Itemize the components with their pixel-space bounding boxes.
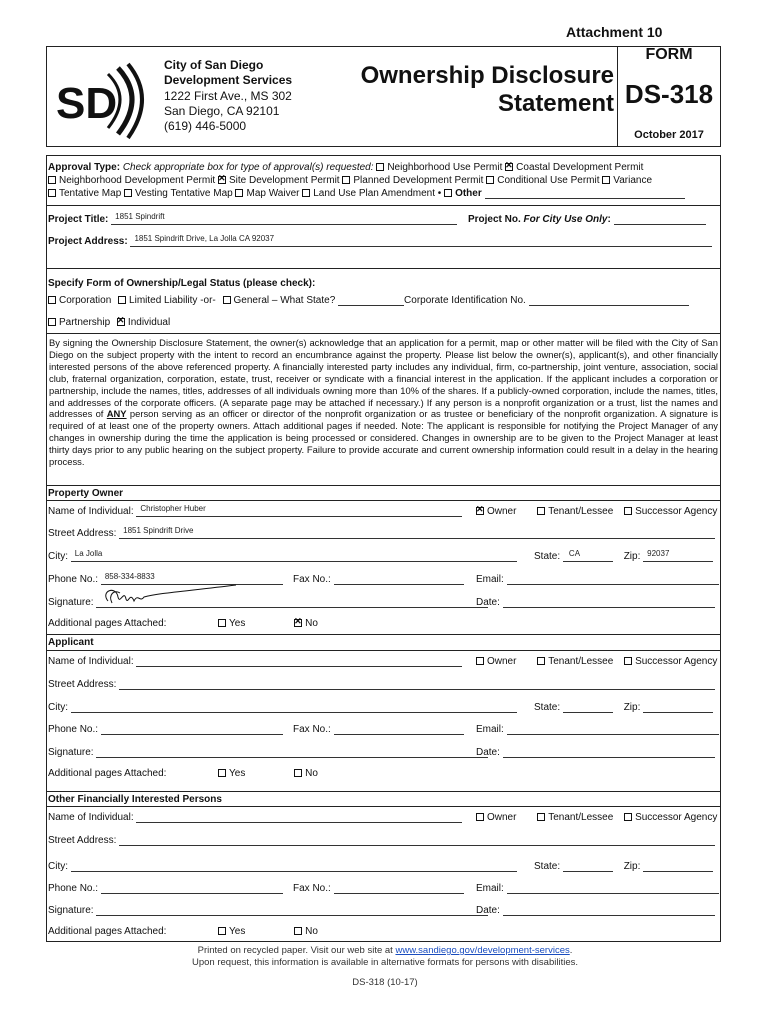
applicant-fax-field[interactable] [334,724,464,735]
project-address-row [48,236,712,247]
org-dept: Development Services [164,73,293,87]
owner-name-row [48,506,462,517]
additional-label: Additional pages Attached: [48,618,167,629]
owner-name-field[interactable] [136,506,462,517]
other-email [476,883,719,894]
project-title-label: Project Title: [48,214,109,225]
option-label: Vesting Tentative Map [135,188,233,199]
project-title-value: 1851 Spindrift [115,212,165,221]
applicant-state-field[interactable] [563,702,613,713]
org-address2: San Diego, CA 92101 [164,104,280,118]
org-name: City of San Diego [164,58,264,72]
checkbox-yes[interactable] [218,927,226,935]
ownership-form-row-2 [48,317,170,328]
signature-label: Signature: [48,597,94,608]
applicant-email-field[interactable] [507,724,719,735]
applicant-state-zip [534,702,713,713]
other-street-row [48,835,715,846]
option-label: Variance [613,175,653,186]
owner-fax-field[interactable] [334,574,464,585]
checkbox-yes[interactable] [218,619,226,627]
state-label: State: [534,551,561,562]
checkbox-neighborhood-development[interactable] [48,176,56,184]
applicant-additional-options [218,768,318,779]
project-address-label: Project Address: [48,236,128,247]
checkbox-individual[interactable] [117,318,125,326]
other-signature-row [48,905,488,916]
option-label: Partnership [59,317,111,328]
email-label: Email: [476,883,504,894]
owner-city-field[interactable] [71,551,517,562]
applicant-date [476,747,715,758]
divider [46,806,721,807]
checkbox-tenant[interactable] [537,507,545,515]
checkbox-owner[interactable] [476,657,484,665]
org-address1: 1222 First Ave., MS 302 [164,89,292,103]
applicant-city-row [48,702,517,713]
name-label: Name of Individual: [48,506,134,517]
no-label: No [305,618,318,629]
applicant-fax [293,724,464,735]
owner-name-value: Christopher Huber [140,504,206,513]
state-label: State: [534,702,561,713]
city-label: City: [48,861,68,872]
other-state-field[interactable] [563,861,613,872]
project-number-field[interactable] [614,214,706,225]
corp-id-field[interactable] [529,295,689,306]
other-signature-field[interactable] [96,905,488,916]
divider [46,500,721,501]
option-label: Corporation [59,295,112,306]
footer-text: . [569,945,573,956]
option-label: Planned Development Permit [353,175,484,186]
yes-label: Yes [229,768,246,779]
other-additional-options [218,926,318,937]
owner-street-row [48,528,715,539]
logo-text: SD [56,79,118,128]
street-label: Street Address: [48,835,117,846]
applicant-role-group [476,656,717,667]
fax-label: Fax No.: [293,883,331,894]
divider [46,485,721,486]
state-field[interactable] [338,295,404,306]
other-phone-field[interactable] [101,883,283,894]
other-additional-row [48,926,166,937]
applicant-heading: Applicant [48,637,94,648]
checkbox-partnership[interactable] [48,318,56,326]
signature-label: Signature: [48,747,94,758]
signature-scribble [98,583,238,609]
footer-text: Printed on recycled paper. Visit our web site at [197,945,396,956]
additional-label: Additional pages Attached: [48,926,167,937]
checkbox-tentative-map[interactable] [48,189,56,197]
checkbox-planned-development[interactable] [342,176,350,184]
option-label: General – What State? [233,295,336,306]
other-persons-heading: Other Financially Interested Persons [48,794,222,805]
owner-signature-field[interactable] [96,597,488,608]
other-date [476,905,715,916]
owner-date [476,597,715,608]
approval-label: Approval Type: [48,162,121,173]
applicant-signature-field[interactable] [96,747,488,758]
checkbox-no[interactable] [294,619,302,627]
statement-part-2: person serving as an officer or director of the nonprofit organization or as trustee or beneficiary of the nonprofit organization. A signature is required of at least one of the property owners. Attach additional pages if needed. Note: The applicant is responsible for notifying the Project Manager of any changes in ownership during the time the application is being processed or considered. Changes in ownership are to be given to the Project Manager at least thirty days prior to any public hearing on the subject property. Failure to provide accurate and current ownership information could result in a delay in the hearing process. [49,408,719,468]
checkbox-map-waiver[interactable] [235,189,243,197]
role-label: Owner [487,656,517,667]
option-label: Neighborhood Use Permit [387,162,503,173]
checkbox-coastal-development[interactable] [505,163,513,171]
applicant-city-field[interactable] [71,702,517,713]
no-label: No [305,926,318,937]
ownership-form-heading: Specify Form of Ownership/Legal Status (please check): [48,278,316,289]
statement-any: ANY [106,408,127,420]
disclosure-statement [49,337,718,468]
owner-signature-row [48,597,488,608]
applicant-additional-row [48,768,166,779]
attachment-label: Attachment 10 [566,24,663,40]
no-label: No [305,768,318,779]
phone-label: Phone No.: [48,574,99,585]
project-address-value: 1851 Spindrift Drive, La Jolla CA 92037 [134,234,275,243]
checkbox-owner[interactable] [476,813,484,821]
option-label: Conditional Use Permit [497,175,600,186]
other-field[interactable] [485,188,685,199]
checkbox-site-development[interactable] [218,176,226,184]
fax-label: Fax No.: [293,574,331,585]
applicant-name-row [48,656,462,667]
other-email-field[interactable] [507,883,719,894]
approval-instruction: Check appropriate box for type of approval(s) requested: [122,162,374,173]
owner-additional-row [48,618,166,629]
role-label: Successor Agency [635,656,718,667]
owner-email [476,574,719,585]
applicant-signature-row [48,747,488,758]
owner-phone-value: 858-334-8833 [104,572,155,581]
other-name-field[interactable] [136,812,462,823]
owner-role-group [476,506,717,517]
owner-additional-options [218,618,318,629]
checkbox-no[interactable] [294,769,302,777]
checkbox-conditional-use[interactable] [486,176,494,184]
corp-id-label: Corporate Identification No. [404,295,526,306]
checkbox-no[interactable] [294,927,302,935]
street-label: Street Address: [48,679,117,690]
footer-line-2: Upon request, this information is available in alternative formats for persons with disabilities. [192,957,578,968]
form-title-line2: Statement [497,90,614,117]
divider [46,268,721,269]
name-label: Name of Individual: [48,812,134,823]
phone-label: Phone No.: [48,883,99,894]
role-label: Tenant/Lessee [548,812,614,823]
additional-label: Additional pages Attached: [48,768,167,779]
divider [46,333,721,334]
footer-form-code: DS-318 (10-17) [352,977,418,988]
option-label: Neighborhood Development Permit [59,175,216,186]
checkbox-tenant[interactable] [537,813,545,821]
divider [46,634,721,635]
divider [46,205,721,206]
other-city-row [48,861,517,872]
divider [46,650,721,651]
date-label: Date: [476,747,500,758]
other-fax-field[interactable] [334,883,464,894]
role-label: Owner [487,812,517,823]
zip-label: Zip: [623,861,641,872]
other-role-group [476,812,717,823]
owner-state-zip [534,551,713,562]
email-label: Email: [476,574,504,585]
checkbox-successor[interactable] [624,507,632,515]
owner-street-field[interactable] [119,528,715,539]
yes-label: Yes [229,926,246,937]
checkbox-neighborhood-use[interactable] [376,163,384,171]
approval-row-2 [48,175,652,186]
checkbox-successor[interactable] [624,657,632,665]
role-label: Successor Agency [635,506,718,517]
other-zip-field[interactable] [643,861,713,872]
phone-label: Phone No.: [48,724,99,735]
applicant-phone-row [48,724,283,735]
approval-row-1 [48,162,643,173]
org-phone: (619) 446-5000 [164,119,247,133]
option-label: Tentative Map [59,188,122,199]
checkbox-successor[interactable] [624,813,632,821]
applicant-name-field[interactable] [136,656,462,667]
website-link[interactable]: www.sandiego.gov/development-services [395,945,570,956]
other-date-field[interactable] [503,905,715,916]
checkbox-other[interactable] [444,189,452,197]
option-label: Coastal Development Permit [516,162,644,173]
property-owner-heading: Property Owner [48,488,124,499]
checkbox-tenant[interactable] [537,657,545,665]
applicant-date-field[interactable] [503,747,715,758]
footer-line-1 [0,945,770,956]
zip-label: Zip: [623,702,641,713]
option-label: Limited Liability -or- [129,295,216,306]
project-number-label: Project No. [467,214,521,225]
applicant-street-row [48,679,715,690]
other-phone-row [48,883,283,894]
statement-part-1: By signing the Ownership Disclosure Statement, the owner(s) acknowledge that an application for a permit, map or other matter will be filed with the City of San Diego on the subject property with the intent to record an encumbrance against the property. Please list below the owner(s), applicant(s), and other financially interested persons of the above referenced property. A financially interested party includes any individual, firm, co-partnership, joint venture, association, social club, fraternal organization, corporation, estate, trust, receiver or syndicate with a financial interest in the application. If the applicant includes a corporation or partnership, include the names, titles, addresses of all individuals owning more than 10% of the shares. If a publicly-owned corporation, include the names, titles, and addresses of the corporate officers. (A separate page may be attached if necessary.) If any person is a nonprofit organization or a trust, list the names and addresses of [49,337,718,420]
other-city-field[interactable] [71,861,517,872]
owner-city-row [48,551,517,562]
name-label: Name of Individual: [48,656,134,667]
project-title-row: Project Title: 1851 Spindrift Project No. For City Use Only: [48,214,706,225]
city-label: City: [48,551,68,562]
fax-label: Fax No.: [293,724,331,735]
form-number: DS-318 [624,79,714,109]
ownership-form-row-1 [48,295,689,306]
checkbox-corporation[interactable] [48,296,56,304]
applicant-zip-field[interactable] [643,702,713,713]
checkbox-land-use-plan[interactable] [302,189,310,197]
checkbox-vesting-tentative-map[interactable] [124,189,132,197]
owner-state-value: CA [568,549,581,558]
owner-date-field[interactable] [503,597,715,608]
date-label: Date: [476,597,500,608]
signature-label: Signature: [48,905,94,916]
email-label: Email: [476,724,504,735]
yes-label: Yes [229,618,246,629]
checkbox-owner[interactable] [476,507,484,515]
owner-email-field[interactable] [507,574,719,585]
owner-zip-value: 92037 [647,549,670,558]
sd-logo [56,58,152,140]
project-address-field[interactable] [130,236,712,247]
applicant-street-field[interactable] [119,679,715,690]
role-label: Tenant/Lessee [548,506,614,517]
owner-zip-field[interactable] [643,551,713,562]
other-name-row [48,812,462,823]
street-label: Street Address: [48,528,117,539]
checkbox-general[interactable] [223,296,231,304]
date-label: Date: [476,905,500,916]
owner-fax [293,574,464,585]
role-label: Owner [487,506,517,517]
city-label: City: [48,702,68,713]
form-frame [46,155,721,942]
owner-state-field[interactable] [563,551,613,562]
option-label: Individual [127,317,171,328]
option-label: Land Use Plan Amendment • [313,188,442,199]
applicant-phone-field[interactable] [101,724,283,735]
other-fax [293,883,464,894]
form-title-line1: Ownership Disclosure [360,62,614,89]
state-label: State: [534,861,561,872]
option-label: Map Waiver [246,188,300,199]
project-title-field[interactable] [111,214,457,225]
option-label: Other [455,188,482,199]
approval-row-3 [48,188,685,199]
other-street-field[interactable] [119,835,715,846]
zip-label: Zip: [623,551,641,562]
form-date: October 2017 [634,129,704,141]
applicant-email [476,724,719,735]
owner-street-value: 1851 Spindrift Drive [123,526,194,535]
checkbox-llc[interactable] [118,296,126,304]
project-number-note: For City Use Only [523,214,608,225]
other-state-zip [534,861,713,872]
role-label: Tenant/Lessee [548,656,614,667]
form-label: FORM [645,46,693,63]
divider [46,791,721,792]
owner-city-value: La Jolla [74,549,103,558]
checkbox-variance[interactable] [602,176,610,184]
checkbox-yes[interactable] [218,769,226,777]
role-label: Successor Agency [635,812,718,823]
option-label: Site Development Permit [228,175,340,186]
